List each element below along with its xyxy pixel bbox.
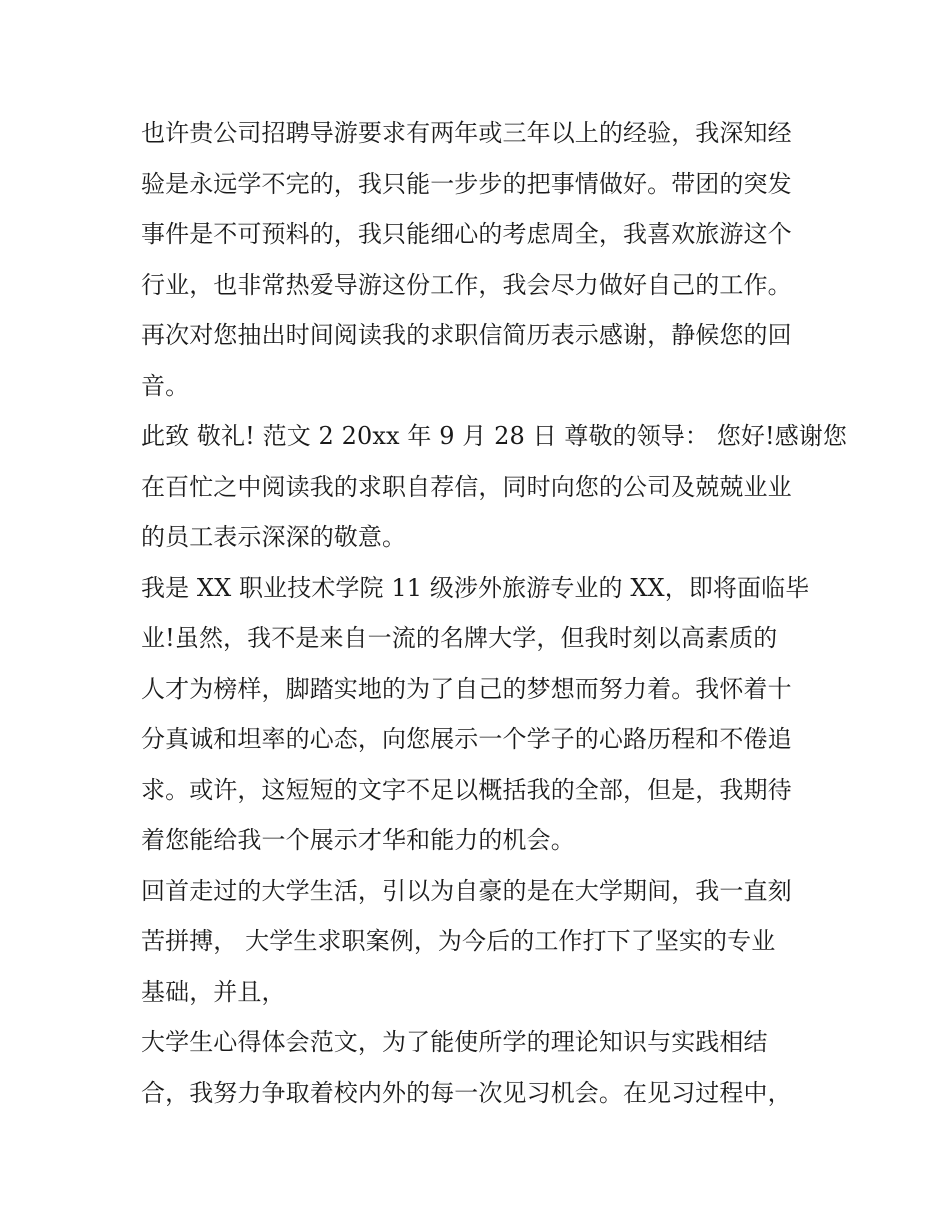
text-line: 业!虽然，我不是来自一流的名牌大学，但我时刻以高素质的: [141, 624, 778, 652]
text-line: 行业，也非常热爱导游这份工作，我会尽力做好自己的工作。: [141, 270, 792, 299]
text-line: 在百忙之中阅读我的求职自荐信，同时向您的公司及兢兢业业: [141, 472, 792, 501]
text-line: 也许贵公司招聘导游要求有两年或三年以上的经验，我深知经: [141, 119, 792, 147]
text-line: 验是永远学不完的，我只能一步步的把事情做好。带团的突发: [141, 169, 792, 198]
text-line: 的员工表示深深的敬意。: [141, 523, 407, 551]
text-line: 我是 XX 职业技术学院 11 级涉外旅游专业的 XX，即将面临毕: [141, 573, 810, 602]
text-line: 基础，并且，: [141, 977, 286, 1006]
text-line: 分真诚和坦率的心态，向您展示一个学子的心路历程和不倦追: [141, 725, 792, 753]
text-line: 求。或许，这短短的文字不足以概括我的全部，但是，我期待: [141, 775, 792, 804]
body-text: [141, 108, 847, 1118]
text-line: 人才为榜样，脚踏实地的为了自己的梦想而努力着。我怀着十: [141, 674, 792, 703]
text-line: 合，我努力争取着校内外的每一次见习机会。在见习过程中，: [141, 1078, 792, 1107]
text-line: 着您能给我一个展示才华和能力的机会。: [141, 826, 575, 854]
text-line: 再次对您抽出时间阅读我的求职信简历表示感谢，静候您的回: [141, 321, 792, 349]
text-line: 苦拼搏， 大学生求职案例，为今后的工作打下了坚实的专业: [141, 927, 776, 955]
text-line: 事件是不可预料的，我只能细心的考虑周全，我喜欢旅游这个: [141, 220, 792, 248]
text-line: 音。: [141, 371, 190, 400]
text-line: 此致 敬礼! 范文 2 20xx 年 9 月 28 日 尊敬的领导： 您好!感谢您: [141, 422, 847, 450]
text-line: 大学生心得体会范文，为了能使所学的理论知识与实践相结: [141, 1028, 768, 1056]
text-line: 回首走过的大学生活，引以为自豪的是在大学期间，我一直刻: [141, 876, 792, 905]
